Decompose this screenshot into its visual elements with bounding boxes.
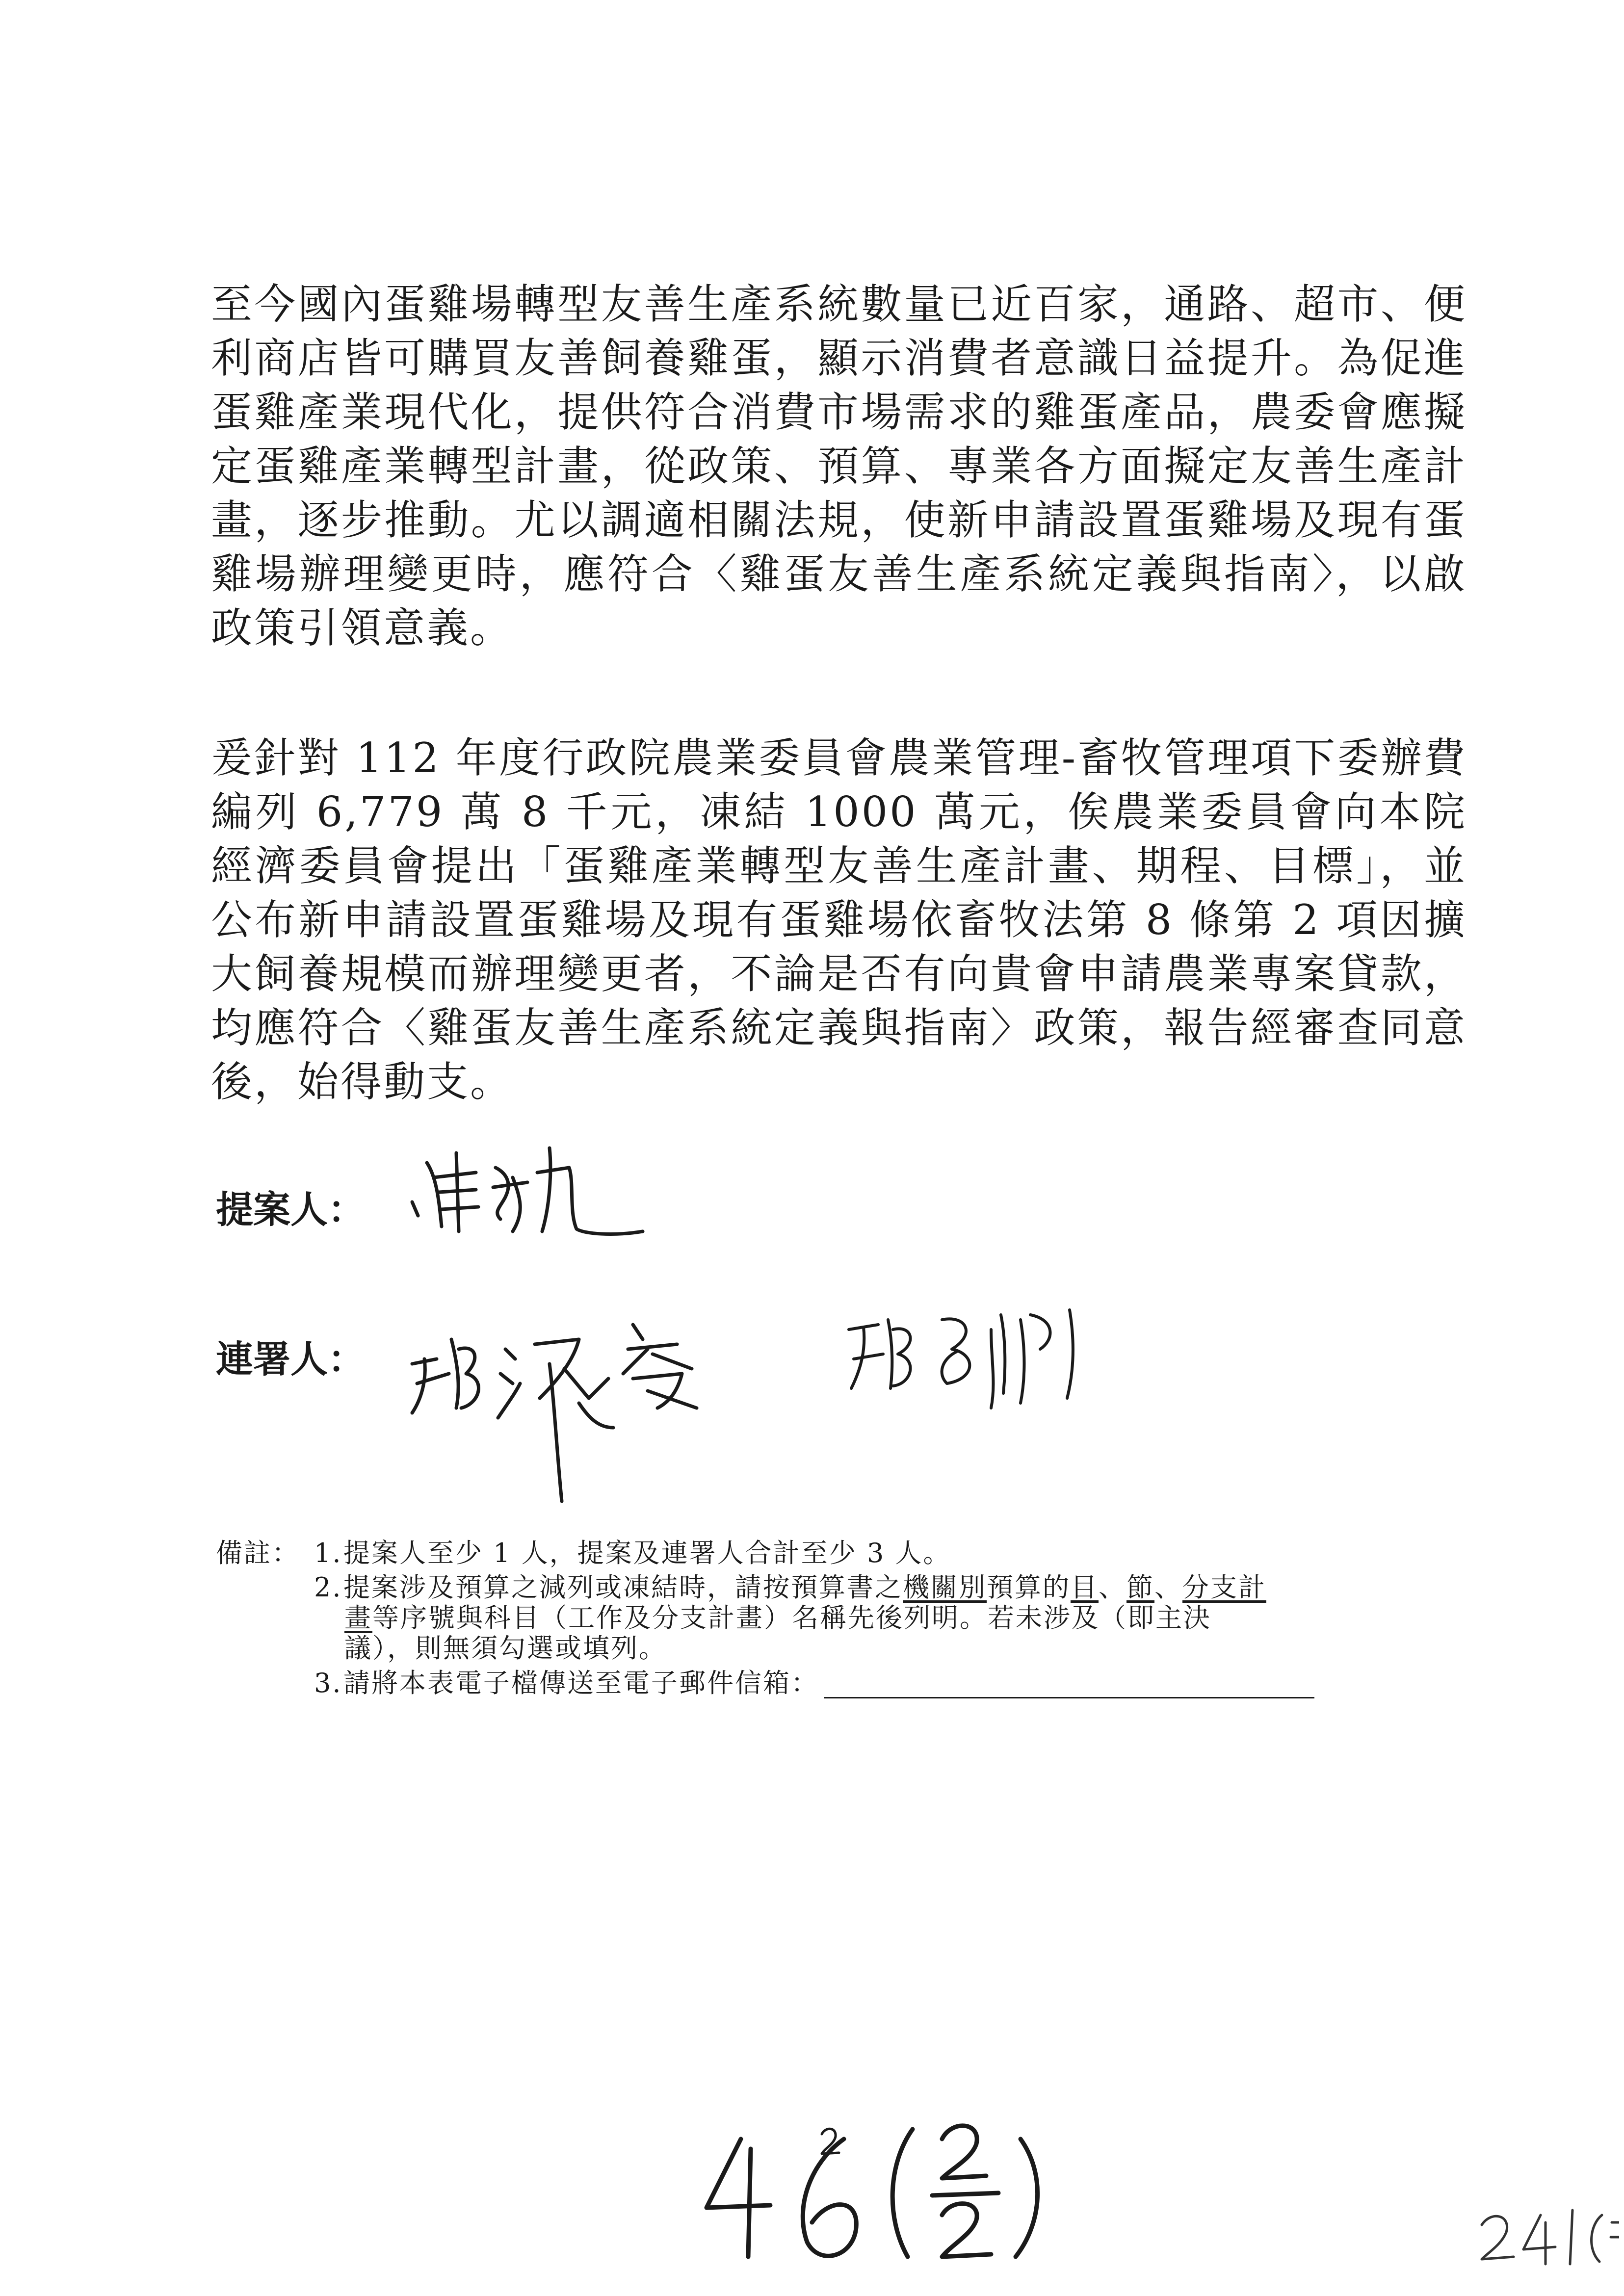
- note-2-underline-plan: 畫: [344, 1602, 372, 1633]
- note-1-number: 1.: [314, 1538, 342, 1568]
- email-blank-line: [824, 1672, 1314, 1698]
- body-paragraph-1: 至今國內蛋雞場轉型友善生產系統數量已近百家，通路、超市、便利商店皆可購買友善飼養雞蛋，顯示消費者意識日益提升。為促進蛋雞產業現代化，提供符合消費市場需求的雞蛋產品，農委會應擬定蛋雞產業轉型計畫，從政策、預算、專業各方面擬定友善生產計畫，逐步推動。尤以調適相關法規，使新申請設置蛋雞場及現有蛋雞場辦理變更時，應符合〈雞蛋友善生產系統定義與指南〉，以啟政策引領意義。: [211, 280, 1467, 652]
- note-2-number: 2.: [314, 1572, 342, 1603]
- proposer-signature: [407, 1133, 662, 1246]
- cosigner-signature-2: [844, 1300, 1119, 1413]
- cosigner-signature-1: [402, 1305, 716, 1516]
- cosigner-label: 連署人：: [216, 1337, 365, 1381]
- note-3-number: 3.: [314, 1668, 342, 1698]
- note-1-text: 提案人至少 1 人，提案及連署人合計至少 3 人。: [343, 1538, 951, 1568]
- note-item-2: [314, 1572, 1438, 1664]
- note-3-text: 請將本表電子檔傳送至電子郵件信箱：: [343, 1668, 819, 1698]
- notes-lead: 備註：: [216, 1538, 300, 1568]
- note-item-3: [314, 1668, 1438, 1698]
- note-2-text-d: 、: [1154, 1572, 1182, 1603]
- note-2-underline-agency: 機關別: [903, 1572, 987, 1603]
- proposer-label: 提案人：: [216, 1188, 365, 1231]
- note-2-continuation-2: 議），則無須勾選或填列。: [344, 1633, 667, 1664]
- note-2-underline-item: 目: [1071, 1572, 1099, 1603]
- handwritten-page-number: [697, 2110, 1099, 2267]
- body-paragraph-2: 爰針對 112 年度行政院農業委員會農業管理-畜牧管理項下委辦費編列 6,779 萬 8 千元，凍結 1000 萬元，俟農業委員會向本院經濟委員會提出「蛋雞產業轉型友善生產計畫、期程、目標」，並公布新申請設置蛋雞場及現有蛋雞場依畜牧法第 8 條第 2 項因擴大飼養規模而辦理變更者，不論是否有向貴會申請農業專案貸款，均應符合〈雞蛋友善生產系統定義與指南〉政策，報告經審查同意後，始得動支。: [211, 734, 1467, 1106]
- corner-page-number: [1472, 2195, 1619, 2269]
- proposer-row: [216, 1180, 365, 1233]
- note-2-text-a: 提案涉及預算之減列或凍結時，請按預算書之: [343, 1572, 903, 1603]
- note-2-text-c: 、: [1099, 1572, 1126, 1603]
- cosigner-row: [216, 1330, 365, 1383]
- note-2-text-b: 預算的: [987, 1572, 1071, 1603]
- note-2-underline-subplan: 分支計: [1182, 1572, 1266, 1603]
- note-item-1: [314, 1538, 1438, 1568]
- note-2-underline-section: 節: [1126, 1572, 1154, 1603]
- note-2-continuation: [314, 1603, 1438, 1633]
- note-2-text-e: 等序號與科目（工作及分支計畫）名稱先後列明。若未涉及（即主決: [372, 1602, 1211, 1633]
